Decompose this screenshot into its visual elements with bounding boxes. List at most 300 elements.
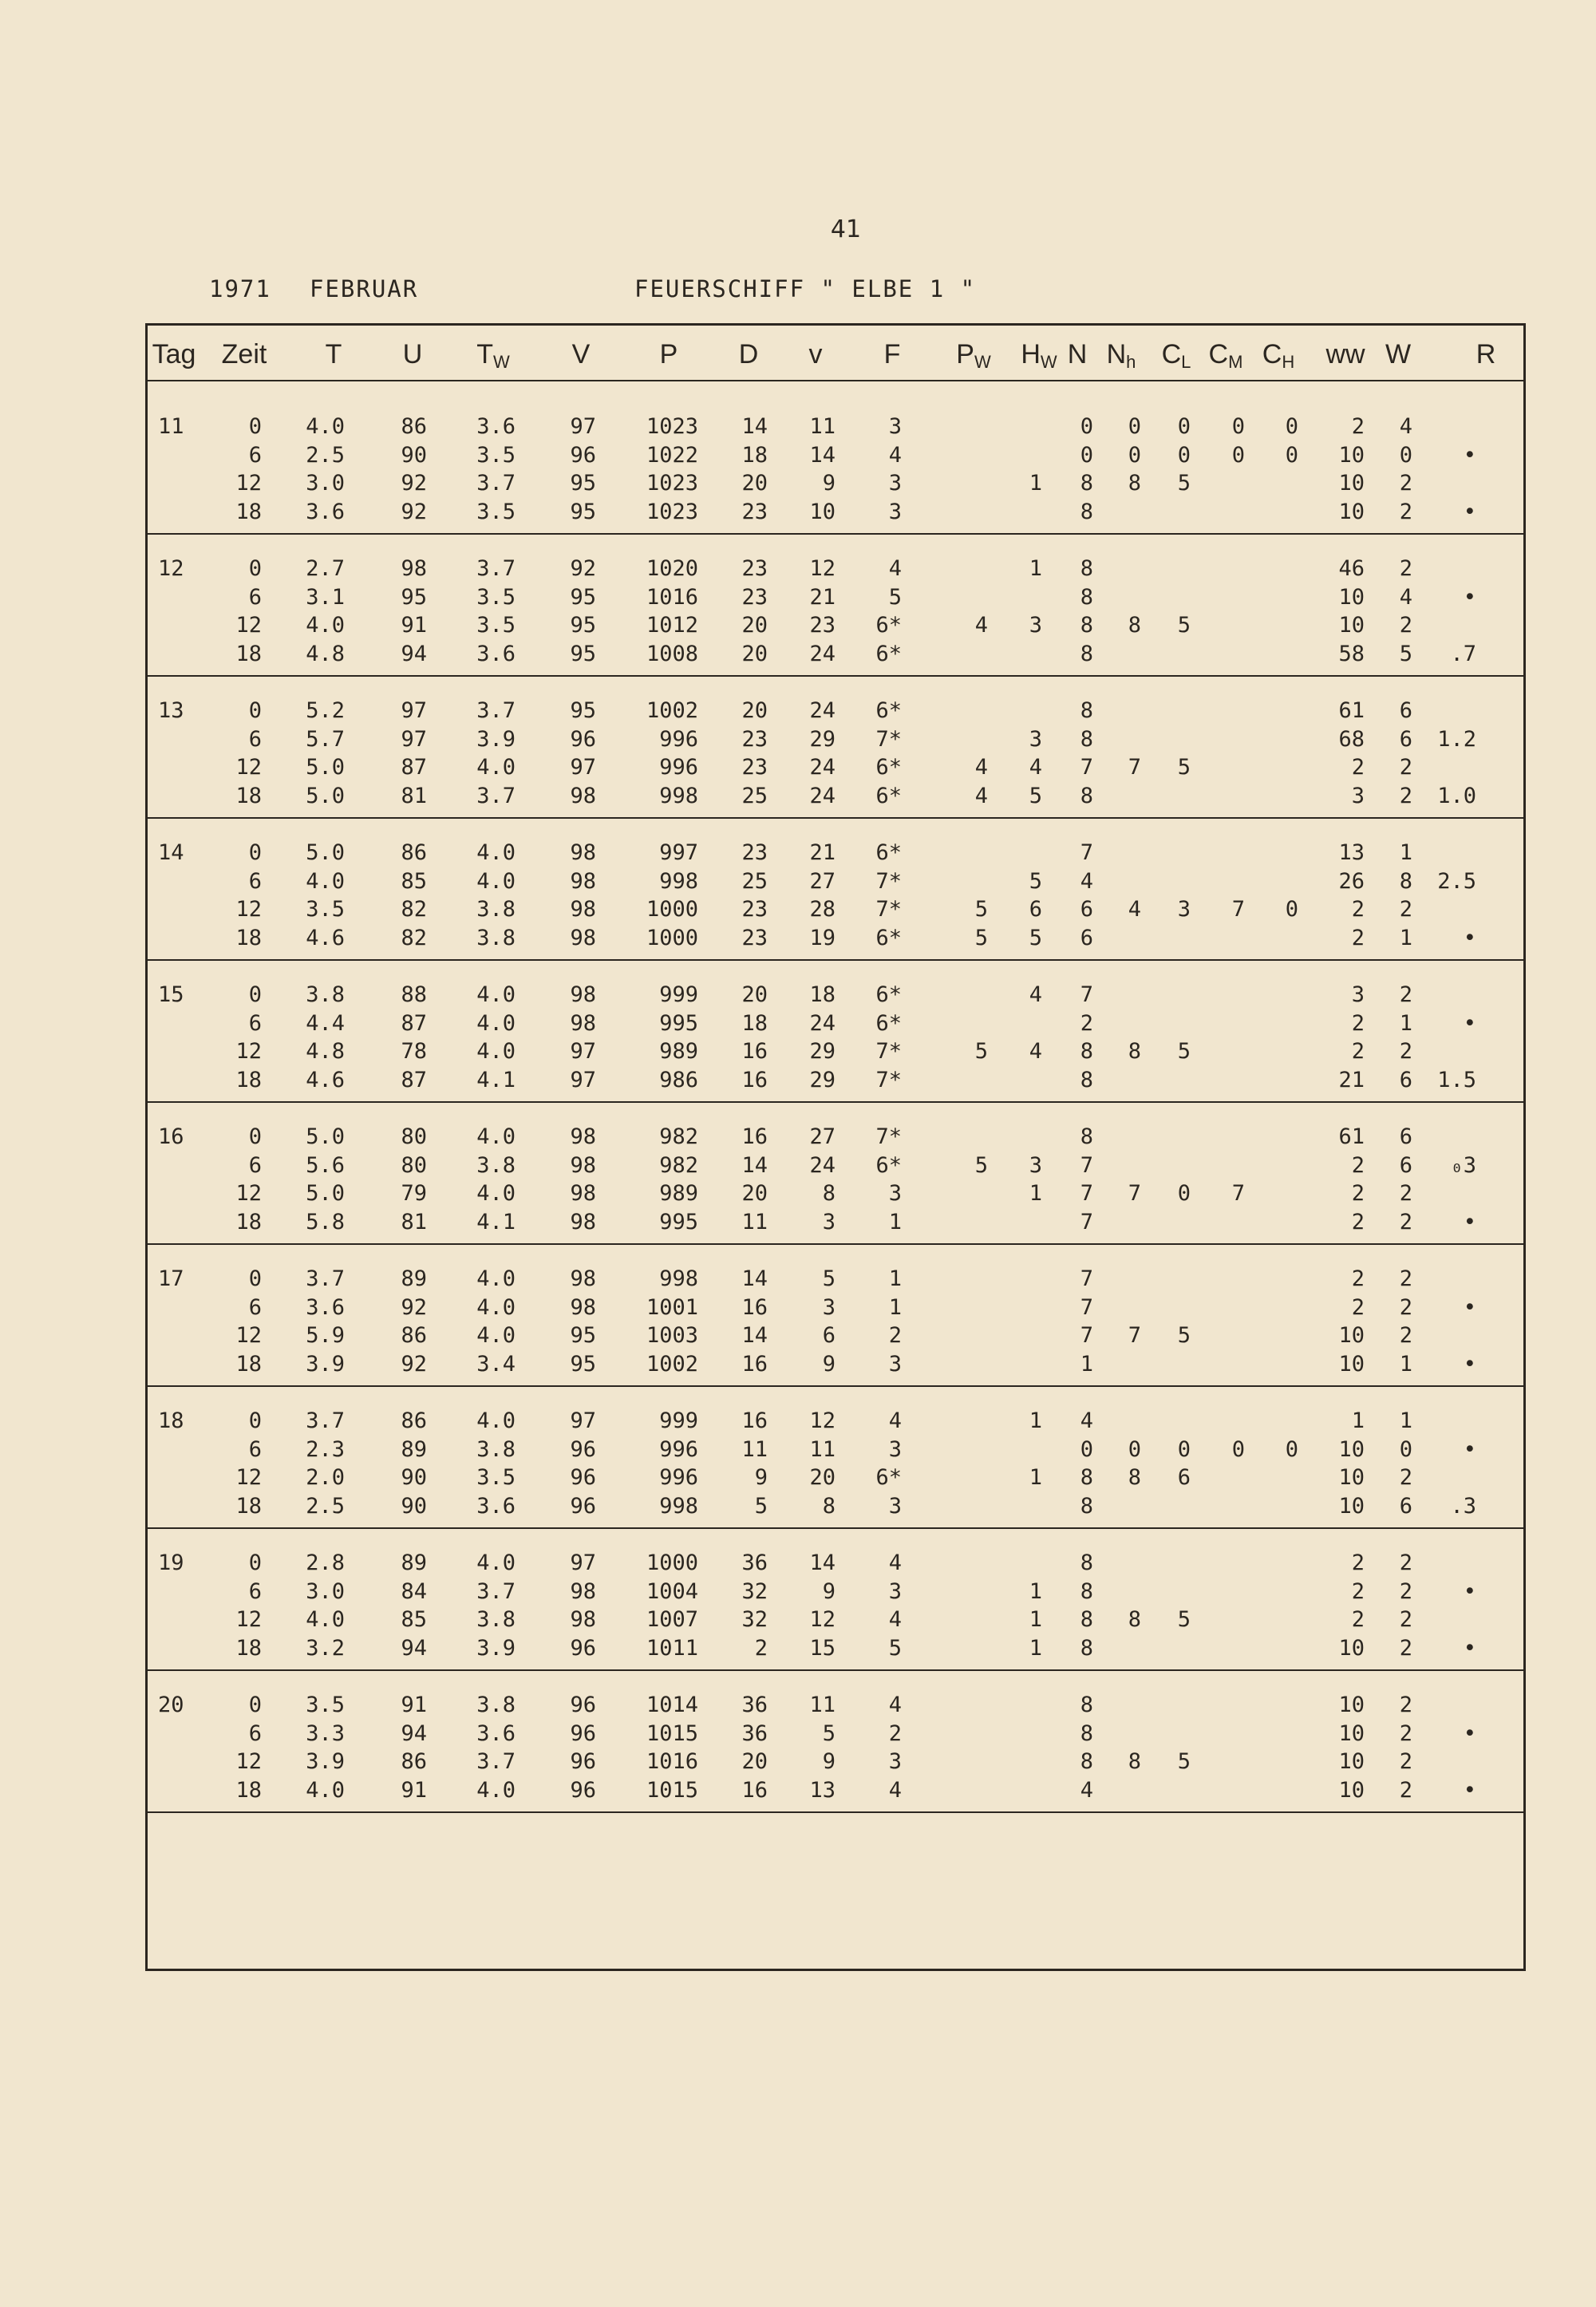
cell-v: 96 — [570, 442, 596, 468]
cell-p: 999 — [659, 1408, 698, 1433]
header-divider — [147, 380, 1524, 381]
cell-hw: 3 — [1029, 726, 1042, 752]
cell-v: 96 — [570, 1693, 596, 1717]
cell-d: 14 — [741, 1323, 768, 1348]
cell-n: 6 — [1080, 925, 1093, 950]
cell-zeit: 0 — [248, 840, 262, 865]
cell-tw: 3.7 — [476, 1578, 516, 1604]
cell-f: 6* — [875, 613, 902, 638]
cell-f: 4 — [888, 1777, 902, 1803]
day-label: 16 — [158, 1124, 184, 1149]
cell-d: 25 — [741, 783, 768, 808]
cell-v: 29 — [809, 1039, 836, 1064]
column-header-label: Zeit — [221, 339, 267, 369]
cell-v: 92 — [570, 556, 596, 581]
cell-d: 20 — [741, 471, 768, 496]
cell-r: • — [1463, 1294, 1476, 1320]
cell-d: 36 — [741, 1693, 768, 1717]
cell-t: 2.7 — [306, 556, 345, 581]
cell-tw: 4.0 — [476, 1266, 516, 1291]
cell-ch: 0 — [1285, 442, 1298, 468]
cell-v: 15 — [809, 1635, 836, 1661]
cell-p: 1023 — [646, 499, 698, 524]
cell-tw: 3.6 — [476, 414, 516, 439]
cell-ww: 2 — [1351, 1551, 1365, 1575]
cell-p: 1023 — [646, 471, 698, 496]
cell-cl: 5 — [1177, 755, 1191, 780]
cell-w: 2 — [1399, 1720, 1412, 1746]
cell-zeit: 6 — [248, 1436, 262, 1462]
cell-zeit: 0 — [248, 982, 262, 1007]
cell-u: 86 — [401, 1408, 427, 1433]
cell-f: 1 — [888, 1209, 902, 1234]
day-label: 18 — [158, 1408, 184, 1433]
cell-d: 16 — [741, 1351, 768, 1377]
cell-v: 95 — [570, 641, 596, 666]
cell-ww: 2 — [1351, 897, 1365, 922]
cell-p: 998 — [659, 1493, 698, 1519]
cell-t: 2.8 — [306, 1551, 345, 1575]
column-header-label: Tag — [152, 339, 196, 369]
cell-w: 6 — [1399, 1152, 1412, 1178]
cell-t: 3.7 — [306, 1266, 345, 1291]
cell-n: 8 — [1080, 1635, 1093, 1661]
column-header-v — [780, 339, 851, 370]
cell-t: 4.8 — [306, 641, 345, 666]
cell-v: 9 — [822, 471, 836, 496]
cell-d: 16 — [741, 1777, 768, 1803]
cell-hw: 1 — [1029, 1465, 1042, 1490]
cell-r: • — [1463, 1777, 1476, 1803]
cell-v: 10 — [809, 499, 836, 524]
cell-ch: 0 — [1285, 414, 1298, 439]
cell-d: 23 — [741, 897, 768, 922]
cell-p: 1008 — [646, 641, 698, 666]
cell-v: 95 — [570, 499, 596, 524]
cell-cl: 0 — [1177, 414, 1191, 439]
cell-n: 7 — [1080, 755, 1093, 780]
cell-u: 85 — [401, 868, 427, 894]
cell-pw: 5 — [974, 925, 988, 950]
cell-w: 6 — [1399, 1124, 1412, 1149]
cell-ww: 2 — [1351, 925, 1365, 950]
cell-tw: 3.8 — [476, 925, 516, 950]
cell-ww: 46 — [1338, 556, 1365, 581]
column-header-r — [1450, 339, 1522, 370]
cell-t: 4.0 — [306, 613, 345, 638]
cell-v: 98 — [570, 1010, 596, 1036]
cell-d: 16 — [741, 1294, 768, 1320]
cell-d: 23 — [741, 556, 768, 581]
cell-ch: 0 — [1285, 897, 1298, 922]
day-label: 14 — [158, 840, 184, 865]
cell-w: 2 — [1399, 982, 1412, 1007]
cell-t: 3.0 — [306, 471, 345, 496]
column-header-label: D — [738, 339, 759, 369]
cell-n: 4 — [1080, 868, 1093, 894]
cell-d: 23 — [741, 925, 768, 950]
cell-u: 89 — [401, 1266, 427, 1291]
cell-t: 5.0 — [306, 783, 345, 808]
cell-zeit: 12 — [235, 897, 262, 922]
cell-n: 4 — [1080, 1777, 1093, 1803]
cell-ww: 10 — [1338, 442, 1365, 468]
cell-tw: 4.0 — [476, 755, 516, 780]
cell-v: 3 — [822, 1209, 836, 1234]
cell-ww: 58 — [1338, 641, 1365, 666]
cell-pw: 5 — [974, 897, 988, 922]
cell-w: 0 — [1399, 442, 1412, 468]
cell-d: 5 — [754, 1493, 768, 1519]
cell-zeit: 6 — [248, 1294, 262, 1320]
cell-cl: 5 — [1177, 1039, 1191, 1064]
column-header-label: W — [1385, 339, 1412, 369]
cell-cm: 7 — [1231, 1181, 1245, 1206]
cell-w: 4 — [1399, 414, 1412, 439]
cell-zeit: 12 — [235, 755, 262, 780]
cell-hw: 3 — [1029, 613, 1042, 638]
cell-t: 5.8 — [306, 1209, 345, 1234]
cell-v: 95 — [570, 471, 596, 496]
cell-n: 7 — [1080, 1181, 1093, 1206]
cell-u: 97 — [401, 726, 427, 752]
cell-nh: 8 — [1128, 1465, 1141, 1490]
cell-f: 6* — [875, 1152, 902, 1178]
cell-ww: 2 — [1351, 1578, 1365, 1604]
cell-tw: 4.0 — [476, 1294, 516, 1320]
cell-cl: 0 — [1177, 1181, 1191, 1206]
cell-ww: 13 — [1338, 840, 1365, 865]
cell-v: 5 — [822, 1720, 836, 1746]
cell-p: 996 — [659, 755, 698, 780]
cell-pw: 4 — [974, 783, 988, 808]
cell-t: 4.0 — [306, 1607, 345, 1632]
cell-w: 1 — [1399, 925, 1412, 950]
cell-hw: 1 — [1029, 471, 1042, 496]
cell-ch: 0 — [1285, 1436, 1298, 1462]
cell-p: 1011 — [646, 1635, 698, 1661]
cell-t: 3.8 — [306, 982, 345, 1007]
cell-v: 24 — [809, 1010, 836, 1036]
cell-u: 90 — [401, 1493, 427, 1519]
cell-r: • — [1463, 1209, 1476, 1234]
cell-hw: 1 — [1029, 1635, 1042, 1661]
cell-zeit: 12 — [235, 613, 262, 638]
cell-v: 5 — [822, 1266, 836, 1291]
cell-zeit: 12 — [235, 1039, 262, 1064]
cell-hw: 1 — [1029, 1408, 1042, 1433]
column-header-ch — [1242, 339, 1314, 373]
column-header-label: R — [1476, 339, 1496, 369]
cell-p: 1000 — [646, 897, 698, 922]
cell-zeit: 0 — [248, 698, 262, 723]
cell-f: 6* — [875, 1010, 902, 1036]
cell-hw: 6 — [1029, 897, 1042, 922]
cell-n: 6 — [1080, 897, 1093, 922]
cell-u: 97 — [401, 698, 427, 723]
cell-zeit: 18 — [235, 1777, 262, 1803]
cell-tw: 4.0 — [476, 1039, 516, 1064]
cell-v: 20 — [809, 1465, 836, 1490]
day-divider — [147, 1527, 1524, 1529]
column-header-label: H — [1021, 339, 1041, 369]
cell-u: 86 — [401, 414, 427, 439]
cell-v: 97 — [570, 755, 596, 780]
day-label: 13 — [158, 698, 184, 723]
cell-f: 7* — [875, 868, 902, 894]
cell-p: 1022 — [646, 442, 698, 468]
cell-w: 2 — [1399, 1209, 1412, 1234]
cell-t: 3.3 — [306, 1720, 345, 1746]
column-header-subscript: L — [1181, 352, 1191, 372]
cell-p: 1003 — [646, 1323, 698, 1348]
cell-r: 1.0 — [1437, 783, 1476, 808]
cell-ww: 2 — [1351, 1266, 1365, 1291]
cell-d: 23 — [741, 840, 768, 865]
cell-v: 23 — [809, 613, 836, 638]
cell-u: 86 — [401, 1749, 427, 1774]
cell-f: 4 — [888, 1408, 902, 1433]
cell-v: 96 — [570, 1436, 596, 1462]
cell-t: 5.0 — [306, 840, 345, 865]
cell-ww: 10 — [1338, 499, 1365, 524]
cell-n: 0 — [1080, 442, 1093, 468]
cell-ww: 10 — [1338, 1493, 1365, 1519]
cell-w: 8 — [1399, 868, 1412, 894]
cell-f: 1 — [888, 1266, 902, 1291]
cell-cl: 0 — [1177, 1436, 1191, 1462]
cell-u: 87 — [401, 1010, 427, 1036]
cell-d: 20 — [741, 698, 768, 723]
cell-nh: 7 — [1128, 1323, 1141, 1348]
cell-n: 2 — [1080, 1010, 1093, 1036]
cell-f: 5 — [888, 584, 902, 610]
cell-n: 8 — [1080, 726, 1093, 752]
day-divider — [147, 1101, 1524, 1103]
column-header-label: U — [402, 339, 423, 369]
cell-t: 5.6 — [306, 1152, 345, 1178]
cell-zeit: 18 — [235, 1209, 262, 1234]
cell-tw: 4.0 — [476, 1124, 516, 1149]
cell-u: 78 — [401, 1039, 427, 1064]
cell-zeit: 6 — [248, 1152, 262, 1178]
cell-ww: 2 — [1351, 1209, 1365, 1234]
cell-u: 89 — [401, 1436, 427, 1462]
column-header-label: v — [808, 339, 823, 369]
cell-pw: 5 — [974, 1152, 988, 1178]
cell-t: 3.5 — [306, 1693, 345, 1717]
cell-u: 81 — [401, 1209, 427, 1234]
cell-w: 2 — [1399, 1039, 1412, 1064]
cell-ww: 61 — [1338, 698, 1365, 723]
cell-zeit: 18 — [235, 1351, 262, 1377]
cell-t: 3.0 — [306, 1578, 345, 1604]
column-header-p — [633, 339, 705, 370]
cell-r: 1.5 — [1437, 1067, 1476, 1092]
column-header-subscript: W — [493, 352, 510, 372]
cell-pw: 4 — [974, 613, 988, 638]
cell-f: 2 — [888, 1720, 902, 1746]
cell-p: 999 — [659, 982, 698, 1007]
cell-v: 97 — [570, 1039, 596, 1064]
cell-v: 8 — [822, 1181, 836, 1206]
cell-f: 1 — [888, 1294, 902, 1320]
cell-t: 4.0 — [306, 414, 345, 439]
cell-hw: 4 — [1029, 755, 1042, 780]
cell-nh: 8 — [1128, 1607, 1141, 1632]
cell-v: 24 — [809, 641, 836, 666]
cell-p: 996 — [659, 726, 698, 752]
cell-f: 6* — [875, 982, 902, 1007]
cell-w: 6 — [1399, 1493, 1412, 1519]
cell-w: 2 — [1399, 1551, 1412, 1575]
cell-p: 1002 — [646, 698, 698, 723]
cell-tw: 3.8 — [476, 1436, 516, 1462]
day-label: 20 — [158, 1693, 184, 1717]
cell-f: 4 — [888, 442, 902, 468]
cell-zeit: 6 — [248, 584, 262, 610]
cell-t: 2.0 — [306, 1465, 345, 1490]
cell-cm: 0 — [1231, 442, 1245, 468]
cell-v: 21 — [809, 840, 836, 865]
cell-n: 4 — [1080, 1408, 1093, 1433]
cell-tw: 3.9 — [476, 1635, 516, 1661]
cell-w: 2 — [1399, 1607, 1412, 1632]
column-header-label: P — [956, 339, 974, 369]
cell-zeit: 18 — [235, 1493, 262, 1519]
cell-cm: 0 — [1231, 1436, 1245, 1462]
day-divider — [147, 675, 1524, 677]
cell-p: 1016 — [646, 1749, 698, 1774]
cell-f: 3 — [888, 1351, 902, 1377]
cell-n: 8 — [1080, 613, 1093, 638]
cell-f: 4 — [888, 1607, 902, 1632]
cell-v: 95 — [570, 1351, 596, 1377]
cell-f: 2 — [888, 1323, 902, 1348]
day-label: 11 — [158, 414, 184, 439]
cell-v: 97 — [570, 1408, 596, 1433]
cell-t: 3.6 — [306, 499, 345, 524]
cell-ww: 10 — [1338, 1465, 1365, 1490]
day-divider — [147, 1811, 1524, 1813]
cell-d: 16 — [741, 1408, 768, 1433]
cell-n: 8 — [1080, 698, 1093, 723]
cell-p: 1001 — [646, 1294, 698, 1320]
cell-f: 3 — [888, 1436, 902, 1462]
cell-r: • — [1463, 499, 1476, 524]
cell-n: 0 — [1080, 414, 1093, 439]
cell-d: 11 — [741, 1209, 768, 1234]
cell-u: 92 — [401, 499, 427, 524]
cell-zeit: 18 — [235, 1635, 262, 1661]
cell-f: 4 — [888, 556, 902, 581]
column-header-subscript: W — [974, 352, 991, 372]
cell-w: 2 — [1399, 1266, 1412, 1291]
cell-f: 6* — [875, 698, 902, 723]
cell-ww: 10 — [1338, 1749, 1365, 1774]
cell-d: 14 — [741, 414, 768, 439]
cell-nh: 8 — [1128, 1749, 1141, 1774]
cell-n: 7 — [1080, 1266, 1093, 1291]
cell-v: 29 — [809, 1067, 836, 1092]
cell-tw: 3.8 — [476, 1152, 516, 1178]
cell-v: 98 — [570, 1209, 596, 1234]
cell-tw: 3.5 — [476, 442, 516, 468]
cell-ww: 10 — [1338, 1693, 1365, 1717]
cell-ww: 10 — [1338, 1351, 1365, 1377]
day-divider — [147, 959, 1524, 961]
column-header-pw — [938, 339, 1009, 373]
cell-p: 1015 — [646, 1777, 698, 1803]
cell-f: 7* — [875, 1124, 902, 1149]
cell-tw: 3.5 — [476, 584, 516, 610]
cell-w: 2 — [1399, 499, 1412, 524]
cell-r: • — [1463, 442, 1476, 468]
cell-ww: 10 — [1338, 1436, 1365, 1462]
cell-p: 998 — [659, 783, 698, 808]
cell-f: 6* — [875, 755, 902, 780]
cell-n: 7 — [1080, 1209, 1093, 1234]
cell-tw: 3.7 — [476, 556, 516, 581]
cell-n: 8 — [1080, 556, 1093, 581]
cell-hw: 5 — [1029, 868, 1042, 894]
cell-f: 3 — [888, 1493, 902, 1519]
column-header-label: P — [659, 339, 678, 369]
cell-n: 8 — [1080, 1039, 1093, 1064]
cell-v: 21 — [809, 584, 836, 610]
cell-u: 94 — [401, 1635, 427, 1661]
cell-zeit: 6 — [248, 442, 262, 468]
cell-cl: 0 — [1177, 442, 1191, 468]
cell-w: 2 — [1399, 1693, 1412, 1717]
cell-f: 5 — [888, 1635, 902, 1661]
cell-f: 3 — [888, 499, 902, 524]
cell-cl: 5 — [1177, 471, 1191, 496]
cell-r: • — [1463, 1635, 1476, 1661]
column-header-label: C — [1208, 339, 1229, 369]
cell-w: 6 — [1399, 698, 1412, 723]
cell-v: 18 — [809, 982, 836, 1007]
cell-cl: 5 — [1177, 1607, 1191, 1632]
cell-w: 0 — [1399, 1436, 1412, 1462]
cell-p: 989 — [659, 1039, 698, 1064]
cell-nh: 4 — [1128, 897, 1141, 922]
cell-tw: 4.0 — [476, 1323, 516, 1348]
cell-w: 2 — [1399, 1465, 1412, 1490]
cell-v: 27 — [809, 1124, 836, 1149]
cell-hw: 5 — [1029, 783, 1042, 808]
cell-v: 11 — [809, 414, 836, 439]
cell-w: 6 — [1399, 1067, 1412, 1092]
cell-r: 2.5 — [1437, 868, 1476, 894]
cell-n: 8 — [1080, 1067, 1093, 1092]
cell-d: 32 — [741, 1607, 768, 1632]
cell-tw: 4.0 — [476, 1408, 516, 1433]
cell-d: 23 — [741, 726, 768, 752]
cell-v: 98 — [570, 982, 596, 1007]
cell-u: 91 — [401, 1777, 427, 1803]
cell-n: 8 — [1080, 584, 1093, 610]
cell-r: • — [1463, 1436, 1476, 1462]
cell-f: 6* — [875, 1465, 902, 1490]
cell-n: 8 — [1080, 1551, 1093, 1575]
cell-d: 32 — [741, 1578, 768, 1604]
cell-zeit: 18 — [235, 499, 262, 524]
cell-n: 8 — [1080, 1693, 1093, 1717]
cell-d: 25 — [741, 868, 768, 894]
cell-t: 3.7 — [306, 1408, 345, 1433]
vessel-label: FEUERSCHIFF " ELBE 1 " — [634, 275, 977, 302]
